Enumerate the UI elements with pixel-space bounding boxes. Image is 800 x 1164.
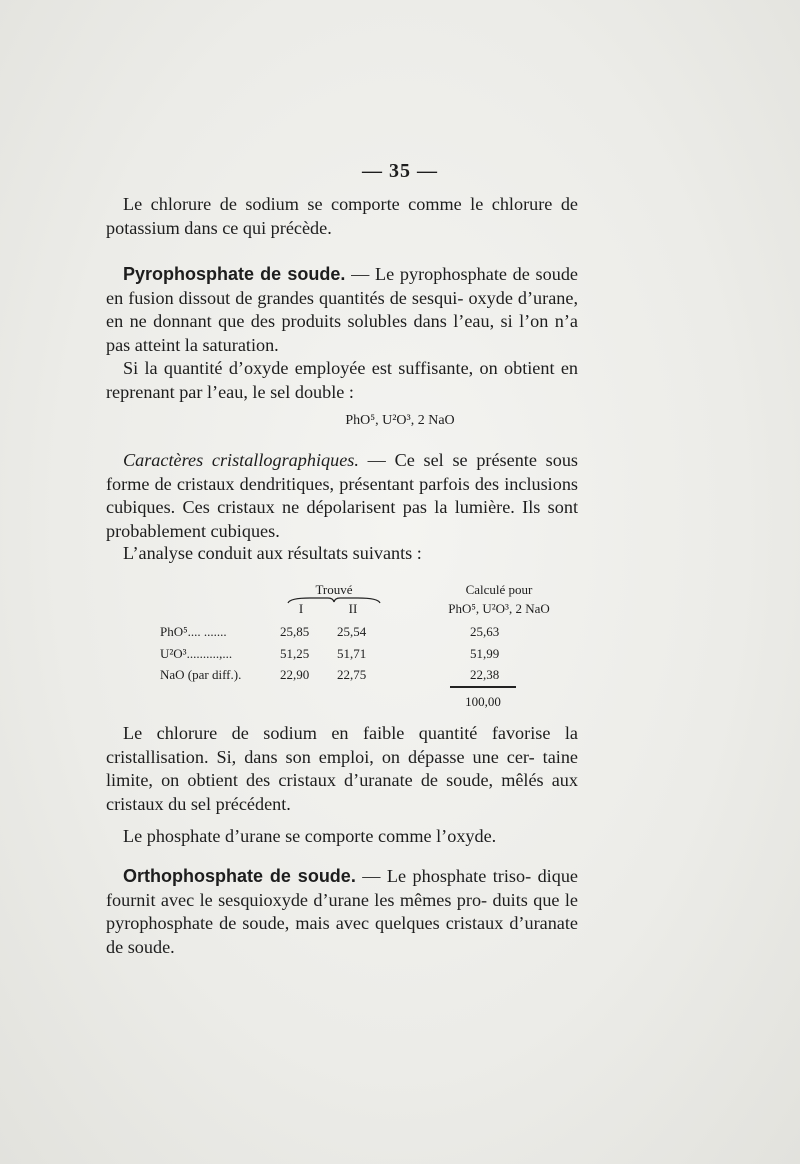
paragraph-text: Le chlorure de sodium se comporte comme le chlorure de potassium dans ce qui précède. xyxy=(106,194,578,238)
row-label: PhO⁵.... ....... xyxy=(160,624,227,639)
paragraph-text: Le chlorure de sodium en faible quantité favorise la cristallisation. Si, dans son emploi, on dépasse une cer- taine limite, on obtient des cristaux d’uranate de soude, mêlés aux cristaux du sel précédent. xyxy=(106,723,578,814)
paragraph-caracteres xyxy=(106,449,578,543)
table-row xyxy=(160,624,580,644)
table-header-col1: I xyxy=(298,601,304,616)
paragraph-text: — Le pyrophosphate de soude en fusion dissout de grandes quantités de sesqui- oxyde d’urane, en ne donnant que des produits solubles dans l’eau, si l’on n’a pas atteint la saturation. xyxy=(106,264,578,355)
row-value-1: 51,25 xyxy=(280,646,310,661)
paragraph-text xyxy=(106,865,578,959)
row-value-2: 25,54 xyxy=(337,624,367,639)
row-value-2: 51,71 xyxy=(337,646,367,661)
row-value-1: 22,90 xyxy=(280,667,310,682)
table-header-calcule: Calculé pour xyxy=(465,582,533,597)
paragraph-analyse xyxy=(106,542,578,566)
table-header-trouve: Trouvé xyxy=(315,582,353,597)
paragraph-text: L’analyse conduit aux résultats suivants : xyxy=(123,543,422,563)
paragraph-chlorure-faible xyxy=(106,722,578,816)
table-row xyxy=(160,667,580,687)
row-label: NaO (par diff.). xyxy=(160,667,242,682)
paragraph-body: — Le phosphate triso- dique fournit avec le sesquioxyde d’urane les mêmes pro- duits que le pyrophosphate de soude, mais avec quelques cristaux d’uranate de soude. xyxy=(106,866,578,957)
row-value-2: 22,75 xyxy=(337,667,367,682)
italic-heading-caracteres: Caractères cristallographiques. xyxy=(123,450,359,470)
paragraph-pyrophosphate xyxy=(106,263,578,404)
row-value-calc: 22,38 xyxy=(470,667,500,682)
table-header-col2: II xyxy=(348,601,358,616)
paragraph-first-line xyxy=(106,263,578,357)
table-total: 100,00 xyxy=(465,694,501,709)
table-header-formula: PhO⁵, U²O³, 2 NaO xyxy=(448,601,550,616)
paragraph-text xyxy=(106,449,578,543)
row-label: U²O³..........,... xyxy=(160,646,233,661)
section-heading-orthophosphate: Orthophosphate de soude. xyxy=(123,866,356,886)
table-row xyxy=(160,646,580,666)
paragraph-text-continued: Si la quantité d’oxyde employée est suffisante, on obtient en reprenant par l’eau, le sel double : xyxy=(106,358,578,402)
paragraph-text: Le phosphate d’urane se comporte comme l’oxyde. xyxy=(123,826,497,846)
paragraph-orthophosphate xyxy=(106,865,578,959)
row-value-1: 25,85 xyxy=(280,624,310,639)
paragraph-chlorure-sodium xyxy=(106,193,578,240)
paragraph-body: — Ce sel se présente sous forme de cristaux dendritiques, présentant parfois des inclusions cubiques. Ces cristaux ne dépolarisent pas la lumière. Ils sont probablement cubiques. xyxy=(106,450,578,541)
chemical-formula: PhO⁵, U²O³, 2 NaO xyxy=(345,413,455,428)
row-value-calc: 25,63 xyxy=(470,624,500,639)
total-rule xyxy=(450,686,516,688)
paragraph-phosphate-urane xyxy=(106,825,578,849)
section-heading-pyrophosphate: Pyrophosphate de soude. xyxy=(123,264,346,284)
page-number: — 35 — xyxy=(362,160,438,182)
row-value-calc: 51,99 xyxy=(470,646,500,661)
